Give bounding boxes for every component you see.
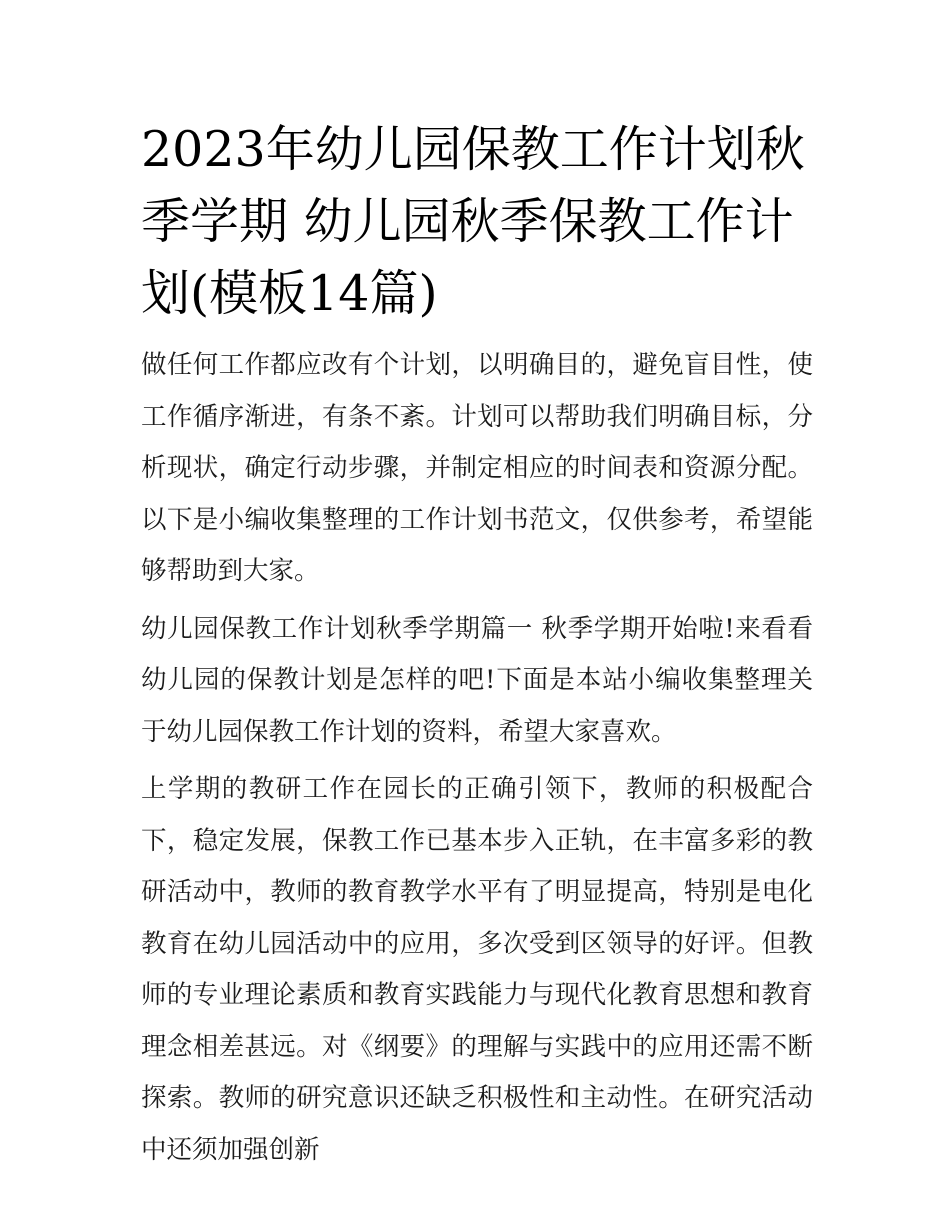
- paragraph-section-one: 幼儿园保教工作计划秋季学期篇一 秋季学期开始啦!来看看幼儿园的保教计划是怎样的吧!下面是本站小编收集整理关于幼儿园保教工作计划的资料，希望大家喜欢。: [141, 613, 813, 747]
- paragraph-intro: 做任何工作都应改有个计划，以明确目的，避免盲目性，使工作循序渐进，有条不紊。计划可以帮助我们明确目标，分析现状，确定行动步骤，并制定相应的时间表和资源分配。以下是小编收集整理的工作计划书范文，仅供参考，希望能够帮助到大家。: [141, 350, 813, 586]
- paragraph-review: 上学期的教研工作在园长的正确引领下，教师的积极配合下，稳定发展，保教工作已基本步入正轨，在丰富多彩的教研活动中，教师的教育教学水平有了明显提高，特别是电化教育在幼儿园活动中的应用，多次受到区领导的好评。但教师的专业理论素质和教育实践能力与现代化教育思想和教育理念相差甚远。对《纲要》的理解与实践中的应用还需不断探索。教师的研究意识还缺乏积极性和主动性。在研究活动中还须加强创新: [141, 774, 813, 1165]
- document-body: [141, 340, 813, 1176]
- document-content: [141, 114, 813, 1176]
- document-title: 2023年幼儿园保教工作计划秋季学期 幼儿园秋季保教工作计划(模板14篇): [141, 121, 805, 322]
